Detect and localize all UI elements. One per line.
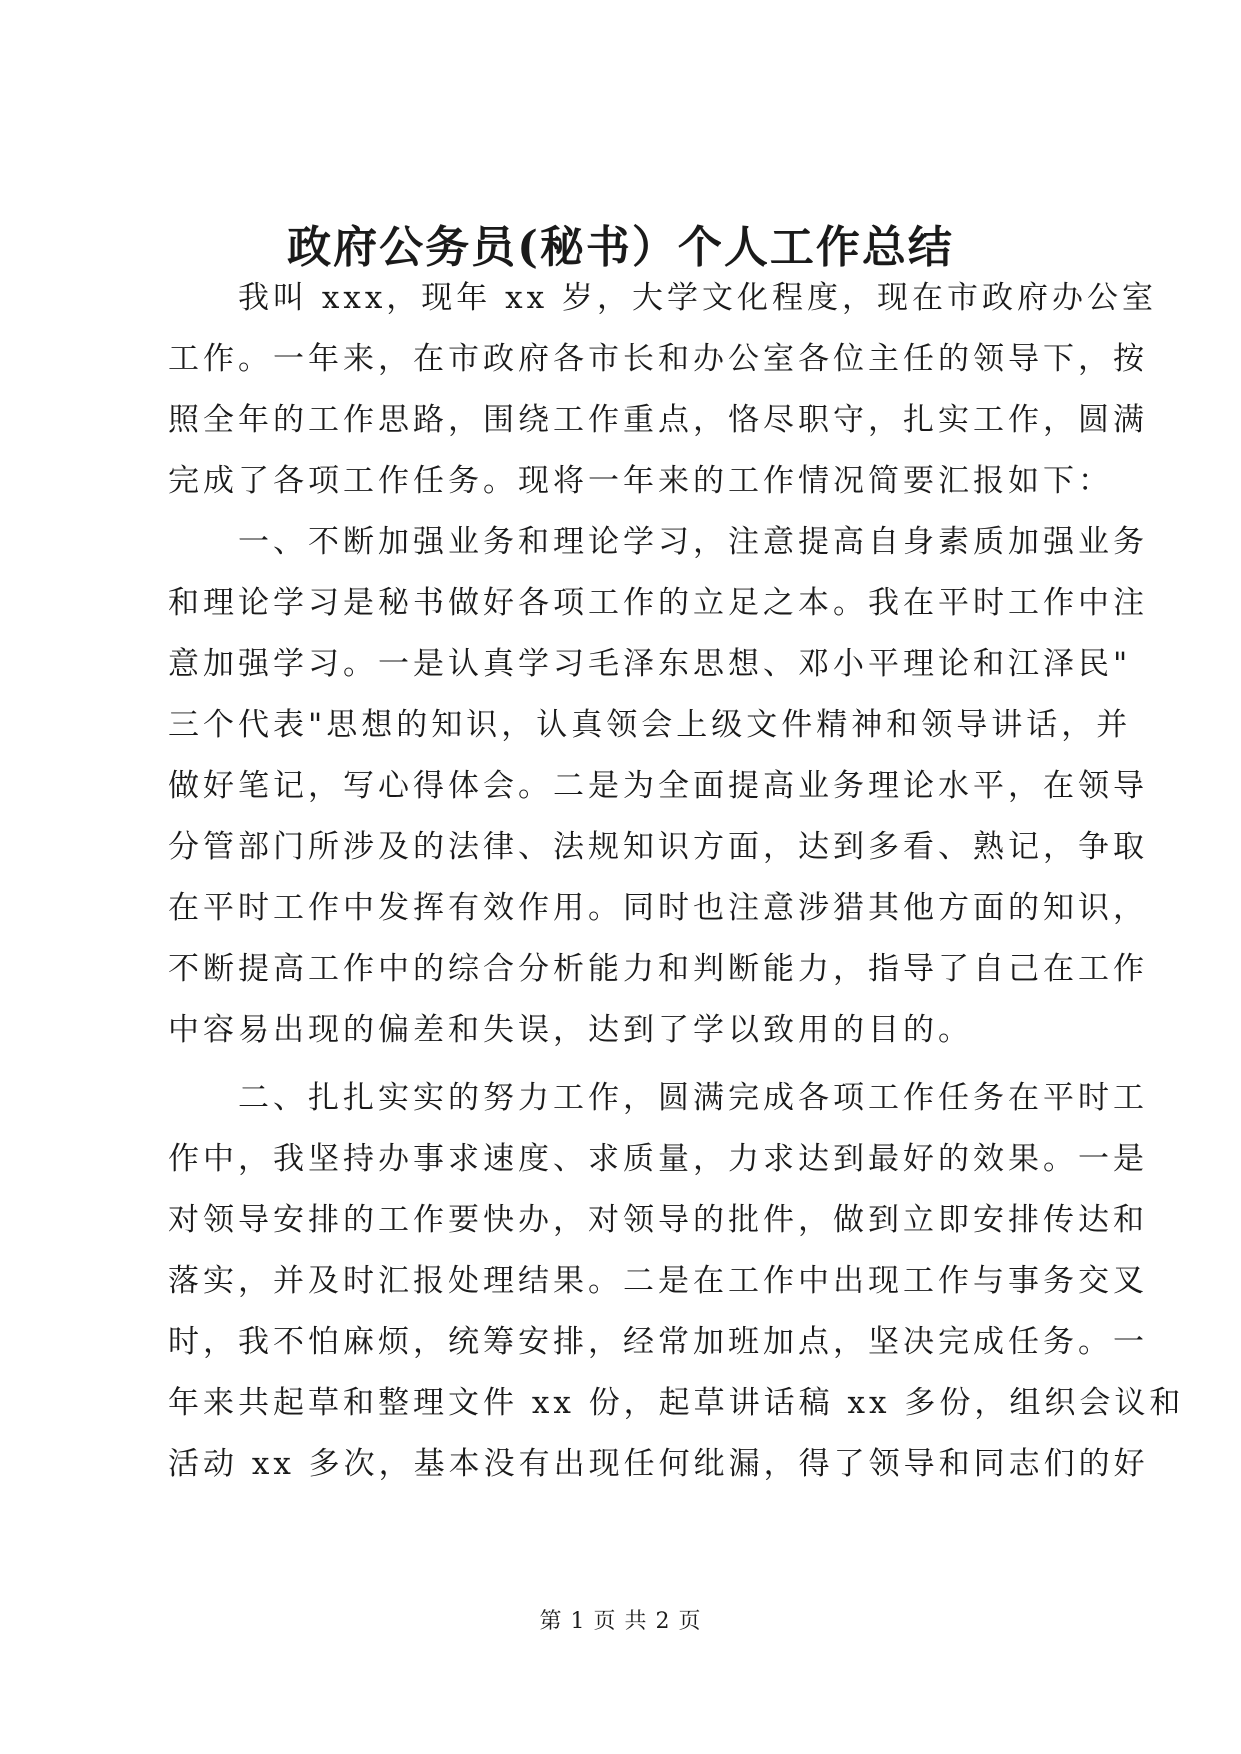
text-line: 在平时工作中发挥有效作用。同时也注意涉猎其他方面的知识， [168,890,1148,926]
text-line: 和理论学习是秘书做好各项工作的立足之本。我在平时工作中注 [168,585,1148,621]
text-line: 中容易出现的偏差和失误，达到了学以致用的目的。 [168,1012,973,1048]
text-line: 一、不断加强业务和理论学习，注意提高自身素质加强业务 [168,524,1148,560]
text-line: 完成了各项工作任务。现将一年来的工作情况简要汇报如下： [168,463,1113,499]
text-line: 落实，并及时汇报处理结果。二是在工作中出现工作与事务交叉 [168,1263,1148,1299]
text-line: 作中，我坚持办事求速度、求质量，力求达到最好的效果。一是 [168,1141,1148,1177]
text-line: 二、扎扎实实的努力工作，圆满完成各项工作任务在平时工 [168,1080,1148,1116]
paragraph-1 [168,268,1157,512]
text-line: 不断提高工作中的综合分析能力和判断能力，指导了自己在工作 [168,951,1148,987]
text-line: 对领导安排的工作要快办，对领导的批件，做到立即安排传达和 [168,1202,1148,1238]
text-line: 我叫 xxx，现年 xx 岁，大学文化程度，现在市政府办公室 [168,280,1157,316]
document-title: 政府公务员(秘书）个人工作总结 [287,222,954,273]
text-line: 意加强学习。一是认真学习毛泽东思想、邓小平理论和江泽民" [168,646,1132,682]
text-line: 三个代表"思想的知识，认真领会上级文件精神和领导讲话，并 [168,707,1132,743]
text-line: 照全年的工作思路，围绕工作重点，恪尽职守，扎实工作，圆满 [168,402,1148,438]
text-line: 年来共起草和整理文件 xx 份，起草讲话稿 xx 多份，组织会议和 [168,1385,1185,1421]
page-number-footer: 第 1 页 共 2 页 [539,1609,702,1634]
text-line: 分管部门所涉及的法律、法规知识方面，达到多看、熟记，争取 [168,829,1148,865]
paragraph-3 [168,1068,1185,1495]
paragraph-spacer [168,1061,1088,1068]
text-line: 活动 xx 多次，基本没有出现任何纰漏，得了领导和同志们的好 [168,1446,1149,1482]
text-line: 做好笔记，写心得体会。二是为全面提高业务理论水平，在领导 [168,768,1148,804]
text-line: 时，我不怕麻烦，统筹安排，经常加班加点，坚决完成任务。一 [168,1324,1148,1360]
paragraph-2 [168,512,1148,1061]
text-line: 工作。一年来，在市政府各市长和办公室各位主任的领导下，按 [168,341,1148,377]
document-body [168,268,1185,1495]
